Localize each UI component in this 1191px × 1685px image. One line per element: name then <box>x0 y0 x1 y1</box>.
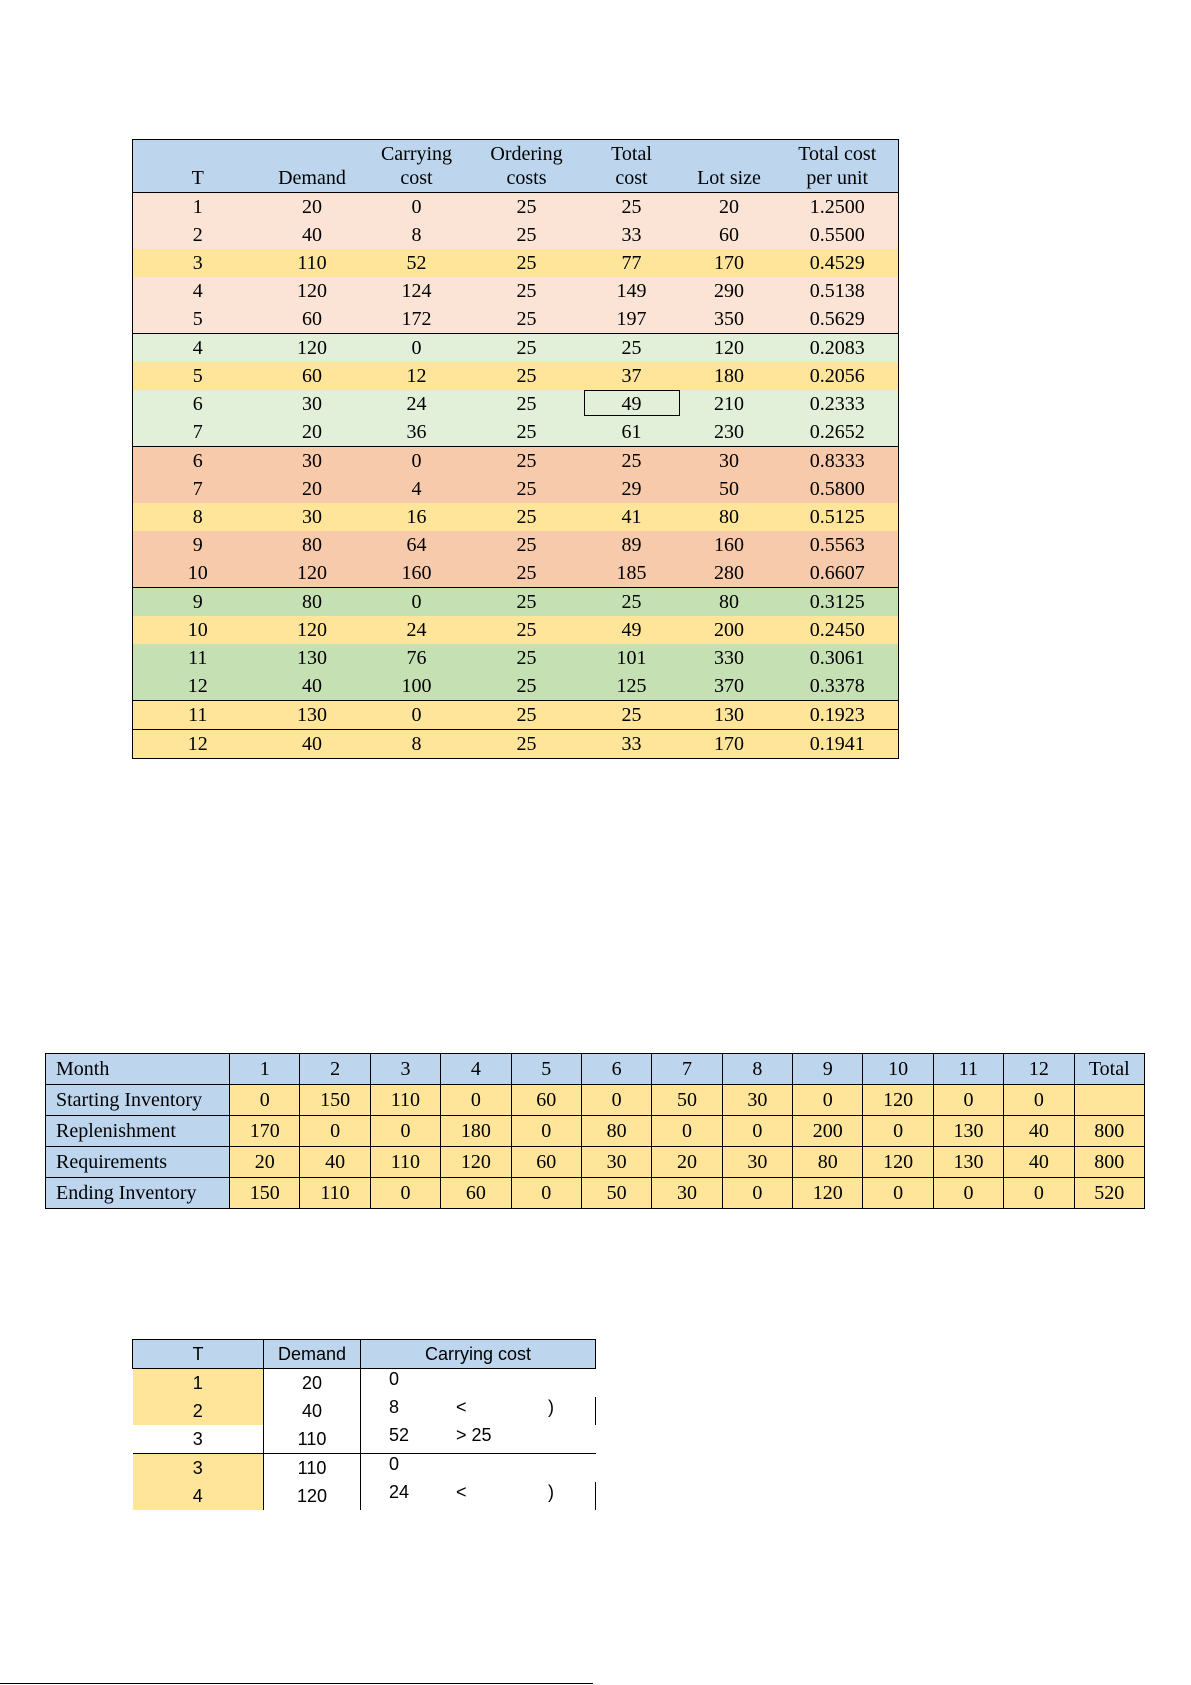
cell-t: 6 <box>133 447 263 476</box>
cost-value: 0 <box>389 1454 400 1474</box>
value-cell: 60 <box>441 1178 511 1209</box>
cell-total-cost: 29 <box>582 475 682 503</box>
cell-total-cost: 125 <box>582 672 682 701</box>
month-cell: 2 <box>300 1054 370 1085</box>
cell-carrying-cost: 100 <box>362 672 472 701</box>
value-cell: 110 <box>370 1147 440 1178</box>
cell-t: 11 <box>133 701 263 730</box>
cell-t: 7 <box>133 418 263 447</box>
cell-ordering-costs: 25 <box>472 559 582 588</box>
cell-lot-size: 80 <box>682 503 777 531</box>
cell-t: 7 <box>133 475 263 503</box>
cell-t: 1 <box>133 193 263 222</box>
cell-lot-size: 280 <box>682 559 777 588</box>
value-cell: 200 <box>793 1116 863 1147</box>
table-row <box>133 277 899 305</box>
table-row <box>133 644 899 672</box>
value-cell: 130 <box>933 1116 1003 1147</box>
cell-lot-size: 130 <box>682 701 777 730</box>
value-cell: 0 <box>652 1116 722 1147</box>
value-cell: 0 <box>300 1116 370 1147</box>
header-demand: Demand <box>263 140 362 193</box>
cell-demand: 40 <box>264 1397 361 1425</box>
value-cell: 170 <box>230 1116 300 1147</box>
cell-carrying-cost: 4 <box>362 475 472 503</box>
value-cell: 0 <box>863 1178 933 1209</box>
table-row-best <box>133 249 899 277</box>
cell-carrying-cost <box>361 1397 596 1425</box>
selected-cell[interactable]: 49 <box>584 390 680 416</box>
month-cell: 11 <box>933 1054 1003 1085</box>
value-cell: 0 <box>863 1116 933 1147</box>
cell-t: 10 <box>133 616 263 644</box>
value-cell: 30 <box>722 1085 792 1116</box>
header-carrying-cost: Carrying cost <box>361 1340 596 1369</box>
month-label: Month <box>46 1054 230 1085</box>
cell-carrying-cost <box>361 1454 596 1483</box>
cost-value: 8 <box>389 1397 400 1417</box>
value-cell: 0 <box>793 1085 863 1116</box>
cell-carrying-cost <box>361 1369 596 1398</box>
cell-cost-per-unit: 0.3061 <box>777 644 899 672</box>
value-cell: 40 <box>1004 1116 1074 1147</box>
cell-t: 9 <box>133 588 263 617</box>
cell-lot-size: 60 <box>682 221 777 249</box>
cell-ordering-costs: 25 <box>472 672 582 701</box>
page-divider <box>0 1683 593 1684</box>
value-cell: 30 <box>722 1147 792 1178</box>
header-t: T <box>133 140 263 193</box>
cell-total-cost: 33 <box>582 730 682 759</box>
cell-t: 3 <box>133 1425 264 1454</box>
inventory-plan-table <box>45 1053 1145 1209</box>
cell-demand: 40 <box>263 730 362 759</box>
cell-total-cost-selected[interactable] <box>582 390 682 418</box>
cell-carrying-cost: 24 <box>362 616 472 644</box>
cell-carrying-cost: 0 <box>362 447 472 476</box>
header-demand: Demand <box>264 1340 361 1369</box>
cell-total-cost: 49 <box>582 616 682 644</box>
cell-ordering-costs: 25 <box>472 277 582 305</box>
cell-carrying-cost: 8 <box>362 730 472 759</box>
cell-cost-per-unit: 0.2333 <box>777 390 899 418</box>
value-cell: 150 <box>230 1178 300 1209</box>
month-cell: 8 <box>722 1054 792 1085</box>
total-cell: 520 <box>1074 1178 1145 1209</box>
cell-demand: 120 <box>263 277 362 305</box>
value-cell: 0 <box>511 1116 581 1147</box>
comparison-note: > 25 <box>456 1425 492 1445</box>
cell-demand: 60 <box>263 305 362 334</box>
value-cell: 0 <box>933 1085 1003 1116</box>
cell-total-cost: 197 <box>582 305 682 334</box>
header-carrying-cost: Carrying cost <box>362 140 472 193</box>
cost-value: 0 <box>389 1369 400 1389</box>
cell-demand: 80 <box>263 588 362 617</box>
cell-carrying-cost: 160 <box>362 559 472 588</box>
cell-carrying-cost: 172 <box>362 305 472 334</box>
month-cell: 4 <box>441 1054 511 1085</box>
cell-t: 3 <box>133 249 263 277</box>
cell-carrying-cost: 8 <box>362 221 472 249</box>
cell-ordering-costs: 25 <box>472 503 582 531</box>
cell-cost-per-unit: 1.2500 <box>777 193 899 222</box>
cell-ordering-costs: 25 <box>472 616 582 644</box>
value-cell: 80 <box>581 1116 651 1147</box>
cell-ordering-costs: 25 <box>472 588 582 617</box>
table-row <box>133 701 899 730</box>
table-row <box>133 588 899 617</box>
value-cell: 0 <box>230 1085 300 1116</box>
header-total-cost: Total cost <box>582 140 682 193</box>
cell-ordering-costs: 25 <box>472 701 582 730</box>
cell-t: 3 <box>133 1454 264 1483</box>
cell-lot-size: 180 <box>682 362 777 390</box>
value-cell: 50 <box>652 1085 722 1116</box>
value-cell: 150 <box>300 1085 370 1116</box>
cell-t: 6 <box>133 390 263 418</box>
cell-total-cost: 25 <box>582 701 682 730</box>
table-header-row <box>133 140 899 193</box>
cell-carrying-cost: 16 <box>362 503 472 531</box>
value-cell: 40 <box>300 1147 370 1178</box>
table-row <box>133 221 899 249</box>
table-row <box>133 1482 596 1510</box>
cell-lot-size: 200 <box>682 616 777 644</box>
cell-demand: 130 <box>263 701 362 730</box>
cell-cost-per-unit: 0.1923 <box>777 701 899 730</box>
value-cell: 0 <box>581 1085 651 1116</box>
cell-ordering-costs: 25 <box>472 249 582 277</box>
cell-cost-per-unit: 0.2652 <box>777 418 899 447</box>
table-row <box>133 305 899 334</box>
value-cell: 0 <box>441 1085 511 1116</box>
header-lot-size: Lot size <box>682 140 777 193</box>
header-ordering-costs: Ordering costs <box>472 140 582 193</box>
value-cell: 0 <box>933 1178 1003 1209</box>
cell-ordering-costs: 25 <box>472 418 582 447</box>
cell-demand: 120 <box>263 616 362 644</box>
table-row-best <box>133 503 899 531</box>
cell-t: 9 <box>133 531 263 559</box>
cell-ordering-costs: 25 <box>472 193 582 222</box>
cell-ordering-costs: 25 <box>472 447 582 476</box>
value-cell: 20 <box>652 1147 722 1178</box>
cell-carrying-cost <box>361 1482 596 1510</box>
requirements-row <box>46 1147 1145 1178</box>
period-group <box>133 334 899 447</box>
cell-carrying-cost: 0 <box>362 588 472 617</box>
value-cell: 80 <box>793 1147 863 1178</box>
cell-t: 4 <box>133 277 263 305</box>
cell-total-cost: 25 <box>582 447 682 476</box>
value-cell: 0 <box>1004 1085 1074 1116</box>
cell-demand: 40 <box>263 672 362 701</box>
cell-total-cost: 25 <box>582 334 682 363</box>
cell-cost-per-unit: 0.5563 <box>777 531 899 559</box>
value-cell: 180 <box>441 1116 511 1147</box>
cell-cost-per-unit: 0.3125 <box>777 588 899 617</box>
cell-t: 2 <box>133 1397 264 1425</box>
value-cell: 60 <box>511 1147 581 1178</box>
period-group <box>133 588 899 701</box>
row-label: Ending Inventory <box>46 1178 230 1209</box>
cell-carrying-cost <box>361 1425 596 1454</box>
table-row <box>133 559 899 588</box>
period-group <box>133 730 899 759</box>
cell-total-cost: 185 <box>582 559 682 588</box>
value-cell: 0 <box>722 1116 792 1147</box>
value-cell: 50 <box>581 1178 651 1209</box>
table-row <box>133 531 899 559</box>
cell-carrying-cost: 52 <box>362 249 472 277</box>
cell-ordering-costs: 25 <box>472 730 582 759</box>
cell-carrying-cost: 64 <box>362 531 472 559</box>
cell-cost-per-unit: 0.2450 <box>777 616 899 644</box>
table-row <box>133 475 899 503</box>
cell-cost-per-unit: 0.5800 <box>777 475 899 503</box>
value-cell: 0 <box>1004 1178 1074 1209</box>
value-cell: 60 <box>511 1085 581 1116</box>
month-cell: 3 <box>370 1054 440 1085</box>
cell-t: 11 <box>133 644 263 672</box>
cell-carrying-cost: 24 <box>362 390 472 418</box>
cell-total-cost: 89 <box>582 531 682 559</box>
cell-demand: 30 <box>263 390 362 418</box>
cell-lot-size: 170 <box>682 730 777 759</box>
cell-lot-size: 370 <box>682 672 777 701</box>
table-row-best <box>133 616 899 644</box>
close-paren: ) <box>548 1482 554 1502</box>
cell-demand: 20 <box>263 475 362 503</box>
month-header-row <box>46 1054 1145 1085</box>
table-row <box>133 418 899 447</box>
cell-cost-per-unit: 0.1941 <box>777 730 899 759</box>
cell-lot-size: 290 <box>682 277 777 305</box>
cell-lot-size: 80 <box>682 588 777 617</box>
cell-lot-size: 20 <box>682 193 777 222</box>
cell-t: 12 <box>133 672 263 701</box>
total-cell: 800 <box>1074 1116 1145 1147</box>
table-row <box>133 1425 596 1454</box>
cell-ordering-costs: 25 <box>472 475 582 503</box>
cost-value: 24 <box>389 1482 410 1502</box>
cell-lot-size: 120 <box>682 334 777 363</box>
cell-total-cost: 25 <box>582 193 682 222</box>
cell-demand: 80 <box>263 531 362 559</box>
cell-demand: 110 <box>263 249 362 277</box>
cell-t: 4 <box>133 1482 264 1510</box>
cell-carrying-cost: 124 <box>362 277 472 305</box>
cell-carrying-cost: 0 <box>362 334 472 363</box>
cell-total-cost: 101 <box>582 644 682 672</box>
value-cell: 30 <box>652 1178 722 1209</box>
month-cell: 12 <box>1004 1054 1074 1085</box>
table-row <box>133 1369 596 1398</box>
value-cell: 110 <box>300 1178 370 1209</box>
cell-demand: 20 <box>263 418 362 447</box>
period-group <box>133 701 899 730</box>
total-cell <box>1074 1085 1145 1116</box>
value-cell: 120 <box>863 1147 933 1178</box>
cell-ordering-costs: 25 <box>472 305 582 334</box>
cell-lot-size: 330 <box>682 644 777 672</box>
value-cell: 130 <box>933 1147 1003 1178</box>
cell-ordering-costs: 25 <box>472 334 582 363</box>
cell-cost-per-unit: 0.2056 <box>777 362 899 390</box>
cell-ordering-costs: 25 <box>472 531 582 559</box>
value-cell: 120 <box>793 1178 863 1209</box>
month-cell: 6 <box>581 1054 651 1085</box>
cell-cost-per-unit: 0.5138 <box>777 277 899 305</box>
cell-demand: 110 <box>264 1425 361 1454</box>
cell-t: 5 <box>133 305 263 334</box>
cell-demand: 20 <box>264 1369 361 1398</box>
replenishment-row <box>46 1116 1145 1147</box>
cell-t: 8 <box>133 503 263 531</box>
close-paren: ) <box>548 1397 554 1417</box>
cell-lot-size: 230 <box>682 418 777 447</box>
cell-cost-per-unit: 0.4529 <box>777 249 899 277</box>
row-label: Replenishment <box>46 1116 230 1147</box>
cell-carrying-cost: 12 <box>362 362 472 390</box>
cell-total-cost: 61 <box>582 418 682 447</box>
cell-t: 12 <box>133 730 263 759</box>
header-total-cost-per-unit: Total cost per unit <box>777 140 899 193</box>
table-row <box>133 447 899 476</box>
month-cell: 5 <box>511 1054 581 1085</box>
month-cell: 9 <box>793 1054 863 1085</box>
lot-size-cost-table <box>132 139 899 759</box>
month-cell: 10 <box>863 1054 933 1085</box>
value-cell: 120 <box>863 1085 933 1116</box>
cell-total-cost: 37 <box>582 362 682 390</box>
ending-inventory-row <box>46 1178 1145 1209</box>
cell-t: 1 <box>133 1369 264 1398</box>
cell-cost-per-unit: 0.2083 <box>777 334 899 363</box>
value-cell: 0 <box>370 1116 440 1147</box>
cell-demand: 120 <box>263 334 362 363</box>
table-row <box>133 334 899 363</box>
cell-demand: 120 <box>264 1482 361 1510</box>
total-cell: 800 <box>1074 1147 1145 1178</box>
cell-ordering-costs: 25 <box>472 221 582 249</box>
total-header: Total <box>1074 1054 1145 1085</box>
table-row-best <box>133 362 899 390</box>
cell-total-cost: 25 <box>582 588 682 617</box>
cell-carrying-cost: 76 <box>362 644 472 672</box>
cell-t: 2 <box>133 221 263 249</box>
carrying-cost-comparison-table <box>132 1339 596 1510</box>
starting-inventory-row <box>46 1085 1145 1116</box>
table-row <box>133 390 899 418</box>
cell-cost-per-unit: 0.5629 <box>777 305 899 334</box>
cell-carrying-cost: 0 <box>362 193 472 222</box>
cell-lot-size: 50 <box>682 475 777 503</box>
value-cell: 110 <box>370 1085 440 1116</box>
comparison-note: < <box>456 1397 467 1417</box>
cell-lot-size: 210 <box>682 390 777 418</box>
cell-t: 4 <box>133 334 263 363</box>
cell-demand: 30 <box>263 447 362 476</box>
cell-ordering-costs: 25 <box>472 644 582 672</box>
row-label: Requirements <box>46 1147 230 1178</box>
cell-total-cost: 41 <box>582 503 682 531</box>
value-cell: 0 <box>511 1178 581 1209</box>
cell-cost-per-unit: 0.8333 <box>777 447 899 476</box>
table-row <box>133 193 899 222</box>
cell-total-cost: 149 <box>582 277 682 305</box>
table-row <box>133 1397 596 1425</box>
cell-lot-size: 350 <box>682 305 777 334</box>
value-cell: 20 <box>230 1147 300 1178</box>
value-cell: 0 <box>722 1178 792 1209</box>
row-label: Starting Inventory <box>46 1085 230 1116</box>
table-row <box>133 672 899 701</box>
cell-cost-per-unit: 0.5500 <box>777 221 899 249</box>
cell-demand: 20 <box>263 193 362 222</box>
cell-demand: 120 <box>263 559 362 588</box>
header-t: T <box>133 1340 264 1369</box>
cell-lot-size: 170 <box>682 249 777 277</box>
cell-demand: 60 <box>263 362 362 390</box>
table-header-row <box>133 1340 596 1369</box>
cell-lot-size: 30 <box>682 447 777 476</box>
cell-carrying-cost: 36 <box>362 418 472 447</box>
comparison-note: < <box>456 1482 467 1502</box>
cell-carrying-cost: 0 <box>362 701 472 730</box>
cell-t: 10 <box>133 559 263 588</box>
value-cell: 30 <box>581 1147 651 1178</box>
period-group <box>133 447 899 588</box>
cell-cost-per-unit: 0.3378 <box>777 672 899 701</box>
cell-ordering-costs: 25 <box>472 390 582 418</box>
cell-total-cost: 77 <box>582 249 682 277</box>
cell-demand: 130 <box>263 644 362 672</box>
value-cell: 0 <box>370 1178 440 1209</box>
cell-demand: 30 <box>263 503 362 531</box>
table-row <box>133 730 899 759</box>
cell-demand: 110 <box>264 1454 361 1483</box>
period-group <box>133 193 899 334</box>
cost-value: 52 <box>389 1425 410 1445</box>
cell-total-cost: 33 <box>582 221 682 249</box>
month-cell: 1 <box>230 1054 300 1085</box>
month-cell: 7 <box>652 1054 722 1085</box>
value-cell: 40 <box>1004 1147 1074 1178</box>
value-cell: 120 <box>441 1147 511 1178</box>
cell-cost-per-unit: 0.5125 <box>777 503 899 531</box>
cell-demand: 40 <box>263 221 362 249</box>
cell-t: 5 <box>133 362 263 390</box>
cell-lot-size: 160 <box>682 531 777 559</box>
cell-ordering-costs: 25 <box>472 362 582 390</box>
cell-cost-per-unit: 0.6607 <box>777 559 899 588</box>
table-row <box>133 1454 596 1483</box>
